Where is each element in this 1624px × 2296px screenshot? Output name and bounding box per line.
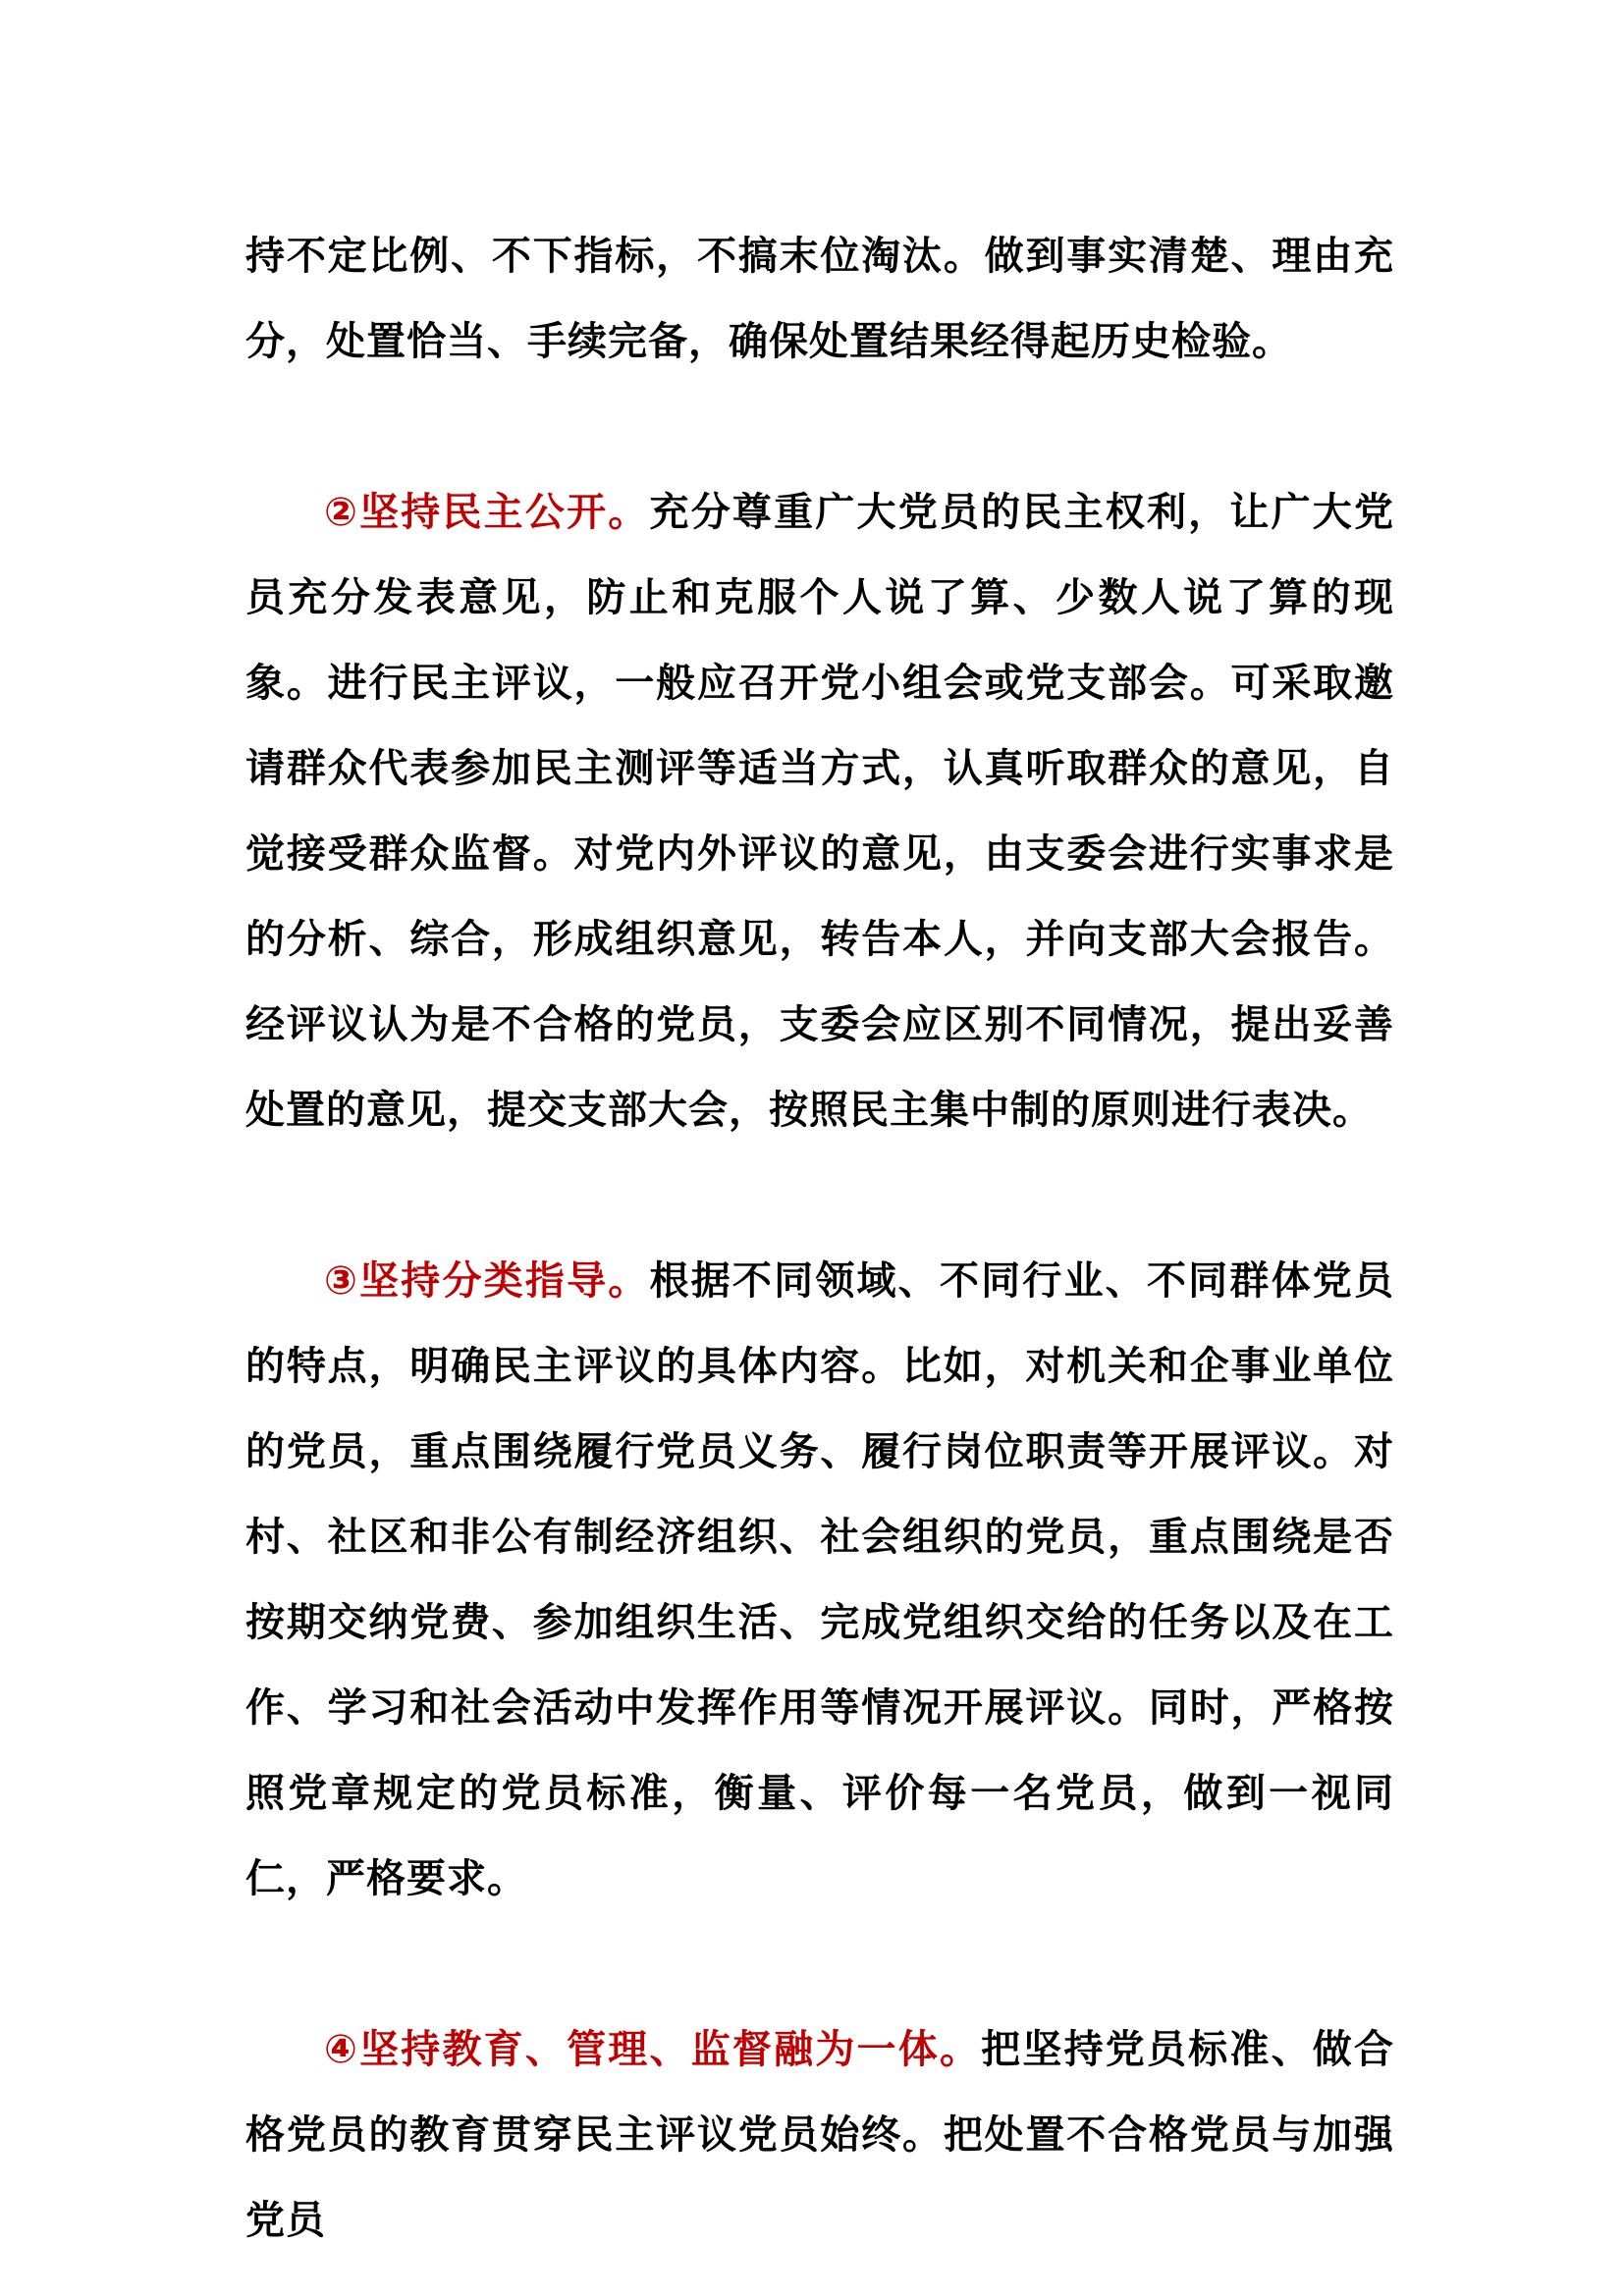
paragraph-text: 持不定比例、不下指标，不搞末位淘汰。做到事实清楚、理由充分，处置恰当、手续完备，确保处置结果经得起历史检验。 (245, 235, 1394, 363)
paragraph-item-4 (245, 2007, 1394, 2264)
paragraph-lead-red: ④坚持教育、管理、监督融为一体。 (324, 2028, 982, 2071)
paragraph-text: 根据不同领域、不同行业、不同群体党员的特点，明确民主评议的具体内容。比如，对机关和企事业单位的党员，重点围绕履行党员义务、履行岗位职责等开展评议。对村、社区和非公有制经济组织、社会组织的党员，重点围绕是否按期交纳党费、参加组织生活、完成党组织交给的任务以及在工作、学习和社会活动中发挥作用等情况开展评议。同时，严格按照党章规定的党员标准，衡量、评价每一名党员，做到一视同仁，严格要求。 (245, 1259, 1395, 1900)
paragraph-text: 充分尊重广大党员的民主权利，让广大党员充分发表意见，防止和克服个人说了算、少数人说了算的现象。进行民主评议，一般应召开党小组会或党支部会。可采取邀请群众代表参加民主测评等适当方式，认真听取群众的意见，自觉接受群众监督。对党内外评议的意见，由支委会进行实事求是的分析、综合，形成组织意见，转告本人，并向支部大会报告。经评议认为是不合格的党员，支委会应区别不同情况，提出妥善处置的意见，提交支部大会，按照民主集中制的原则进行表决。 (245, 491, 1395, 1132)
paragraph-item-2 (245, 470, 1394, 1153)
paragraph-lead-red: ③坚持分类指导。 (324, 1259, 650, 1303)
paragraph-text: 把坚持党员标准、做合格党员的教育贯穿民主评议党员始终。把处置不合格党员与加强党员 (245, 2028, 1395, 2242)
paragraph-item-3 (245, 1239, 1394, 1922)
paragraph-lead-red: ②坚持民主公开。 (324, 491, 650, 534)
paragraph-continuation (245, 214, 1394, 385)
